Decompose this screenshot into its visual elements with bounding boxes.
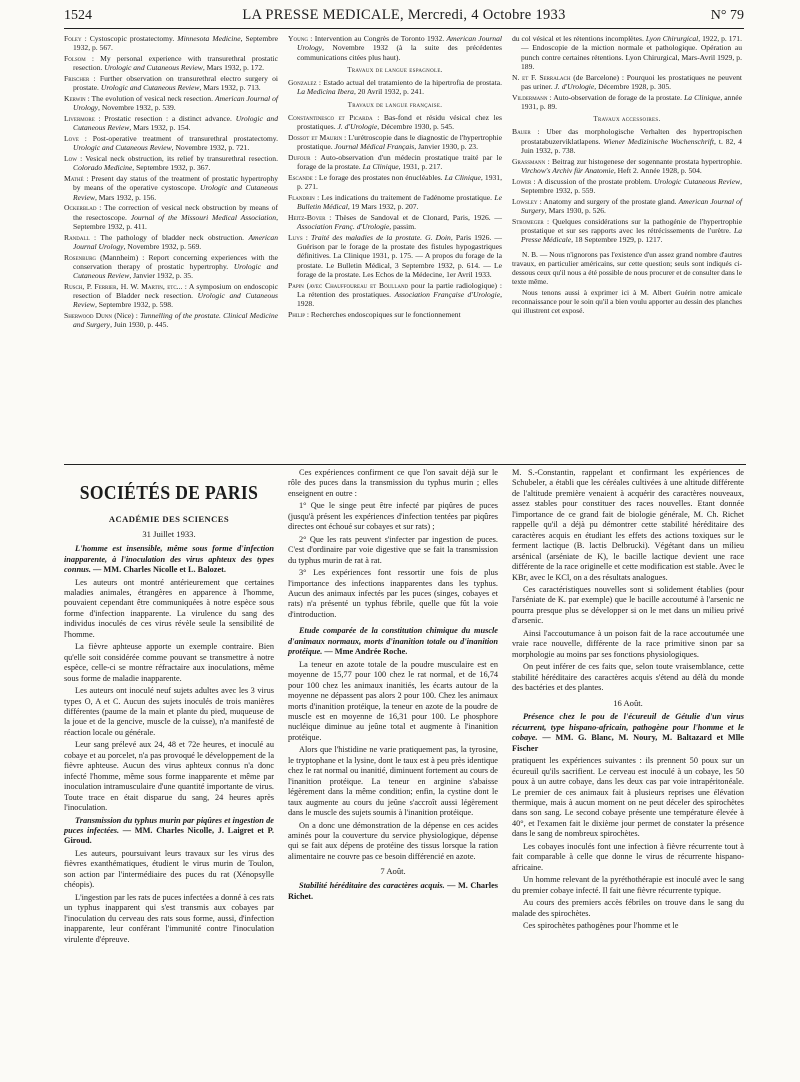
bib-author: Sherwood Dunn [64,311,113,320]
section-heading: Travaux de langue espagnole. [347,66,443,74]
bib-tail: , année 1931, p. 89. [521,92,742,111]
societies-column-2 [288,468,498,904]
bib-tail: , Septembre 1932, p. 559. [521,176,742,195]
paragraph: Les auteurs, poursuivant leurs travaux sur les virus des fièvres exanthématiques, étudient le virus murin de Toulon, son action par l'intermédiaire des puces du rat (Xénopsylle chéopis). [64,848,274,890]
bib-source: Wiener Medizinische Wochenschrift [603,136,715,146]
bibliography-entry [64,54,278,73]
section-heading: Travaux de langue française. [347,101,443,109]
bib-tail: , 18 Septembre 1929, p. 1217. [571,235,663,245]
bib-tail: , Septembre 1932, p. 411. [73,212,279,231]
bibliography-entry [288,233,502,279]
bibliography-entry [64,114,278,133]
bib-tail: , Novembre 1932, p. 569. [123,241,202,251]
article-authors: — MM. Charles Nicolle, J. Laigret et P. Giroud. [64,826,274,846]
societies-column-3 [512,468,744,933]
bib-author: Young [288,34,308,43]
paragraph: pratiquent les expériences suivantes : ils prennent 50 poux sur un écureuil qu'ils sacrifient. Le cerveau est inoculé à un cobaye, les 50 poux à un autre cobaye, dans les deux cas par voie intrapéritonéale. Le premier de ces animaux fait à plusieurs reprises une élévation thermique, mais à aucun moment on ne peut déceler des spirochètes dans son sang. Le second cobaye présente une température élevée à 40°, et l'examen fait le dixième jour permet de constater la présence dans le sang de nombreux spirochètes. [512,756,744,839]
bib-text: (de Barcelone) : Pourquoi les prostatiques ne peuvent pas uriner. [521,72,742,91]
note-paragraph: Nous tenons aussi à exprimer ici à M. Albert Guérin notre amicale reconnaissance pour le soin qu'il a bien voulu apporter au dessin des planches qui illustrent cet exposé. [512,288,742,316]
bib-text: : Cystoscopic prostatectomy. [81,34,178,43]
bib-author: Livermore [64,114,95,123]
bib-author: Ockerblad [64,203,97,213]
bib-author: Constantinesco et Picarda [288,112,373,122]
article-title: L'homme est insensible, même sous forme d'infection inapparente, à l'inoculation des virus aphteux des types connus. [64,544,274,575]
bibliography-entry [512,217,742,245]
bib-author: Love [64,134,79,143]
bibliography-entry [64,311,278,330]
bib-tail: , Heft 2. Année 1928, p. 504. [613,165,702,175]
bib-source: Colorado Medicine [73,163,133,173]
section-divider [64,464,746,465]
bibliography-entry [512,127,742,155]
bibliography-entry [288,193,502,212]
bib-text: : Present day status of the treatment of prostatic hypertrophy by means of the operative cystoscope. [73,174,278,193]
bib-tail: , Mars 1932, p. 156. [94,192,157,202]
paragraph: 2° Que les rats peuvent s'infecter par ingestion de puces. C'est d'ordinaire par voie digestive que se fait la transmission du typhus murin de rat à rat. [288,534,498,565]
paragraph: Un homme relevant de la pyréthothérapie est inoculé avec le sang du premier cobaye infecté. Il fait une fièvre récurrente typique. [512,875,744,895]
bib-source: Virchow's Archiv für Anatomie [521,165,614,175]
bib-text: : Beitrag zur histogenese der sogennante prostata hypertrophie. [545,156,742,166]
bib-author: Escande [288,172,313,182]
bib-text: : Prostatic resection : a distinct advance. [94,114,236,123]
bib-source: Urologic and Cutaneous Review [73,261,278,280]
bib-author: Luys [288,232,303,242]
bib-text: (Mannheim) : Report concerning experiences with the conservation therapy of prostatic hypertrophy. [73,252,278,271]
bib-tail: , 1931, p. 217. [398,162,443,172]
bib-source: Urologic and Cutaneous Review [104,63,203,73]
bib-source: J. d'Urologie [554,81,595,91]
bib-source: La Clinique [684,92,721,102]
bib-text: : Quelques considérations sur la pathogénie de l'hypertrophie prostatique et sur ses rapports avec les rétrécissements de l'urètre. [521,216,742,235]
bibliography-entry [64,174,278,202]
bibliography-entry [288,153,502,172]
bibliography-entry [288,173,502,192]
bib-source: Journal Médical Français [334,142,415,152]
bib-tail: , Mars 1932, p. 154. [129,123,191,133]
bib-text: pour la partie radiologique) : La rétention des prostatiques. [297,280,502,299]
bib-text: : Intervention au Congrès de Toronto 1932. [307,34,447,43]
bib-tail: , Septembre 1932, p. 367. [132,163,211,173]
article-title: Stabilité héréditaire des caractères acquis. [299,881,445,891]
bibliography-entry [64,154,278,173]
bib-tail: , 1922, p. 171. — Endoscopie de la miction normale et pathologique. Opération au punch contre certaines rétentions. Lyon Chirurgical, Mars-Avril 1929, p. 189. [521,34,742,71]
bibliography-column-3 [512,34,742,318]
bib-source: Association Franç. d'Urologie [297,222,390,232]
bib-tail: , Janvier 1932, p. 35. [129,271,194,280]
bib-tail: , passim. [389,222,417,232]
bib-text: : Recherches endoscopiques sur le fonctionnement [305,309,461,319]
bib-author: Dossot et Maurin [288,132,343,142]
bib-source: Lyon Chirurgical [645,34,699,43]
bib-author: Heitz-Boyer [288,212,326,222]
bib-source: Tunnelling of the prostate. Clinical Medicine and Surgery [73,311,278,330]
bib-tail: , 19 Mars 1932, p. 207. [347,202,419,212]
societies-title: SOCIÉTÉS DE PARIS [79,483,259,504]
page-header [64,6,744,29]
paragraph: Ces caractéristiques nouvelles sont si solidement établies (pour l'arséniate de K. par exemple) que le bacille accoutumé à l'arsenic ne pourra presque plus se développer si on le met dans un milieu privé d'arsenic. [512,584,744,626]
bib-author: Mathé [64,174,84,183]
bibliography-column-1 [64,34,278,331]
bib-tail: , Mars 1932, p. 172. [202,63,265,73]
bib-source: Journal of the Missouri Medical Association [130,212,277,222]
paragraph: On a donc une démonstration de la dépense en ces acides aminés pour la couverture du service physiologique, dépense qui se fait aux dépens de protéine des tissus lorsque la ration alimentaire ne couvre pas ce besoin différencié en azote. [288,820,498,861]
bibliography-entry [64,74,278,93]
bib-author: Lower [512,176,532,186]
bibliography-entry [512,34,742,71]
bib-source: Le Bulletin Médical [297,192,502,212]
bib-text: : Thèses de Sandoval et de Clonard, Paris, 1926. — [325,212,502,222]
bibliography-entry [288,34,502,62]
bib-source: Urologic and Cutaneous Review [73,291,278,310]
bib-source: American Journal of Surgery [521,196,742,215]
bib-author: Vildermann [512,92,548,102]
bib-text: : The pathology of bladder neck obstruction. [89,232,249,242]
article-title: Transmission du typhus murin par piqûres et ingestion de puces infectées. [64,815,274,835]
bib-text: : Further observation on transurethral electro surgery oi prostate. [73,74,278,93]
bibliography-entry [288,113,502,132]
journal-title: LA PRESSE MEDICALE, Mercredi, 4 Octobre 1933 [242,7,566,23]
bib-text: : A symposium on endoscopic resection of Bladder neck resection. [73,281,278,300]
bib-text: : Auto-observation de forage de la prostate. [547,92,685,102]
session-date: 31 Juillet 1933. [142,529,196,540]
bib-source: Urologic and Cutaneous Review [100,83,200,93]
paragraph: 3° Les expériences font ressortir une fois de plus l'importance des infections inapparentes dans les typhus. Aucun des animaux infectés par les puces (singes, cobayes et rats) n'a présenté un typhus fébrile, quelle que fût la voie d'introduction. [288,568,498,619]
bib-source: La Presse Médicale [521,225,742,245]
bib-text: : A discussion of the prostate problem. [531,176,655,186]
bib-tail: , Décembre 1930, p. 545. [377,122,454,132]
bib-tail: , Paris 1926. — Guérison par le forage de la prostate des fistules hypogastriques définitives. La Clinique 1931, p. 175. — A propos du forage de la prostate. Le Bulletin Médical, 3 Septembre 1932, p. 614. — Le forage de la prostate. Les Echos de la Médecine, 1er Avril 1933. [297,232,502,279]
bib-author: Flandrin [288,192,315,202]
bib-text: : The correction of vesical neck obstruction by means of the resectoscope. [73,203,278,222]
bib-tail: , Juin 1930, p. 445. [110,320,169,330]
bib-author: Bauer [512,127,531,137]
article-authors: — MM. G. Blanc, M. Noury, M. Baltazard et Mlle Fischer [512,733,744,753]
bib-text: : Estado actual del tratamiento de la hipertrofia de prostata. [316,78,502,88]
paragraph: Les cobayes inoculés font une infection à fièvre récurrente tout à fait comparable à celle que donne le virus de récurrente hispano-africaine. [512,841,744,872]
bib-author: Frischer [64,74,90,83]
paragraph: L'ingestion par les rats de puces infectées a donné à ces rats un typhus inapparent qui s'est transmis aux cobayes par l'inoculation du cerveau des rats sous forme, aussi, d'infection inapparente, leur conférant l'immunité contre l'inoculation virulente d'épreuve. [64,892,274,944]
bib-text: : L'urétroscopie dans le diagnostic de l'hypertrophie prostatique. [297,132,502,152]
bib-author: Rosenburg [64,252,97,262]
bib-text: : My personal experience with transurethral prostatic resection. [73,54,278,73]
article-authors: — Mme Andrée Roche. [322,647,408,657]
bibliography-entry [64,134,278,153]
bib-text: du col vésical et les rétentions incomplètes. [512,34,646,43]
bib-author: Kerwin [64,94,86,103]
bib-text: : Post-operative treatment of transurethral prostatectomy. [78,134,278,143]
paragraph: Ainsi l'accoutumance à un poison fait de la race accoutumée une vraie race nouvelle, différente de la race primitive sinon par sa morphologie au moins par ses fonctions physiologiques. [512,628,744,659]
article-title: Présence chez le pou de l'écureuil de Gétulie d'un virus récurrent, type hispano-africain, pathogène pour l'homme et le cobaye. [512,712,744,743]
bib-author: Gonzalez [288,78,317,88]
bibliography-entry [288,281,502,309]
bibliography-entry [64,233,278,252]
bib-source: Minnesota Medicine [177,34,241,43]
societies-column-1 [64,468,274,947]
paragraph: Au cours des premiers accès fébriles on trouve dans le sang du malade des spirochètes. [512,898,744,918]
bib-tail: , Septembre 1932, p. 598. [94,300,173,310]
bib-text: : Auto-observation d'un médecin prostatique traité par le forage de la prostate. [297,152,502,172]
paragraph: Ces spirochètes pathogènes pour l'homme et le [523,920,679,930]
bib-author: Philip [288,309,305,319]
bib-author: Foley [64,34,82,43]
bib-source: American Journal of Urology [73,94,279,113]
bibliography-entry [512,177,742,196]
bib-tail: , Septembre 1932, p. 567. [73,34,278,53]
bib-author: Lowsley [512,196,538,206]
bibliography-entry [288,213,502,232]
paragraph: On peut inférer de ces faits que, selon toute vraisemblance, cette stabilité héréditaire des caractères acquis s'étend au délà du monde des bactéries et des plantes. [512,662,744,693]
paragraph: La teneur en azote totale de la poudre musculaire est en moyenne de 15,77 pour 100 chez le rat normal, et de 16,74 pour 100 chez les animaux inanitiés, les écarts autour de la moyenne ne dépassent pas alors 2 pour 100. Chez les animaux morts d'inanition protéique, la teneur en azote de la poudre de muscle est en moyenne de 16,31 pour 100. Le phosphore nucléique diminue au jeûne total et augmente à l'inanition protéique. [288,659,498,742]
bib-source: La Clinique [362,162,399,172]
bib-author: Folsom [64,54,86,63]
bib-author: Grassmann [512,156,546,166]
bib-tail: , 20 Avril 1932, p. 241. [353,87,425,97]
note-paragraph: N. B. — Nous n'ignorons pas l'existence d'un assez grand nombre d'autres travaux, en particulier américains, sur cette question; seuls sont indiqués ci-dessous ceux qu'il nous a été possible de nous procurer et de consulter dans le texte même. [512,250,742,287]
bib-text: : Bas-fond et résidu vésical chez les prostatiques. [297,112,502,132]
bib-source: Urologic Cutaneous Review [654,176,741,186]
paragraph: M. S.-Constantin, rappelant et confirmant les expériences de Schubeler, a établi que les céréales cultivées à une altitude différente de l'altitude première venaient à acquérir des caractères nouveaux, assez stables pour constituer des races nouvelles. Etant donnée l'importance de ce grand fait de biologie générale, M. Ch. Richet rappelle qu'il a déjà pu démontrer cette stabilité héréditaire des caractères acquis en étudiant les effets des actions toxiques sur le ferment lactique (B. lactis Delbrucki). Végétant dans un milieu arsénical (arséniate de K), le bacille lactique devient une race différente de la race originelle et cette modification est stable. Avec le KBr, avec le KCl, on a des résultats analogues. [512,468,744,582]
bib-author: N. et F. Serralach [512,72,571,82]
bib-source: American Journal Urology [73,232,278,251]
bib-text: : Le forage des prostates non énucléables. [312,172,445,182]
bib-tail: , Mars 1932, p. 713. [199,83,261,93]
paragraph: Leur sang prélevé aux 24, 48 et 72e heures, et inoculé au cobaye et au porcelet, n'a pas provoqué le développement de la fièvre aphteuse. Aucun des virus aphteux connus n'a donc infecté l'homme, même sous forme inapparente et même par inoculation intramusculaire d'une quantité importante de virus. Toute trace en était disparue du sang, 24 heures après l'inoculation. [64,740,274,813]
bibliography-entry [64,203,278,231]
section-heading: Travaux accessoires. [593,116,661,123]
bib-author: Papin (avec Chauffoureau et Boulland [288,280,409,290]
bibliography-entry [64,94,278,113]
paragraph: Ces expériences confirment ce que l'on savait déjà sur le rôle des puces dans la transmission du typhus murin ; elles enseignent en outre : [288,468,498,498]
bib-source: J. d'Urologie [337,122,378,132]
bib-author: Rusch, P. Ferrier, H. W. Martin, etc... [64,281,183,291]
bib-source: Urologic and Cutaneous Review [73,143,172,153]
bib-text: : Uber das morphologische Verhalten des hypertropischen prostatabuzerviklatlapens. [521,127,742,146]
bib-author: Randall [64,232,90,242]
bibliography-column-2 [288,34,502,321]
bib-source: Traité des maladies de la prostate. G. Doin [311,232,451,242]
article-title: Etude comparée de la constitution chimique du muscle d'animaux normaux, morts d'inanition totale ou d'inanition protéique. [288,626,498,657]
bib-text: : The evolution of vesical neck resection. [85,94,215,103]
bib-author: Dufour [288,152,311,162]
bibliography-entry [512,93,742,112]
bib-text: (Nice) : [112,311,141,320]
paragraph: Les auteurs ont inoculé neuf sujets adultes avec les 3 virus types O, A et C. Aucun des sujets inoculés de trois manières différentes (paume de la main et plante du pied, muqueuse de la joue et de la gencive, muscle de la cuisse), n'a manifesté de réaction locale ou générale. [64,686,274,737]
article-authors: — M. Charles Richet. [288,881,498,901]
bibliography-entry [64,34,278,53]
bibliography-entry [512,197,742,216]
bib-text: : Anatomy and surgery of the prostate gland. [537,196,679,206]
bibliography-entry [288,310,502,319]
bibliography-entry [64,282,278,310]
bib-text: : [302,232,312,242]
author-note [512,250,742,315]
bib-text: : Les indications du traitement de l'adénome prostatique. [314,192,495,202]
bibliography-entry [288,133,502,152]
bib-source: Urologic and Cutaneous Review [73,114,278,133]
bib-source: Association Française d'Urologie [394,289,501,299]
session-date: 7 Août. [380,866,406,877]
bib-tail: , Décembre 1928, p. 305. [594,81,672,91]
bib-source: Urologic and Cutaneous Review [73,183,278,202]
bib-tail: , Novembre 1932 (à la suite des précédentes communications citées plus haut). [297,43,502,62]
paragraph: 1° Que le singe peut être infecté par piqûres de puces (jusqu'à présent les expériences d'infection tentées par piqûres directes ont échoué sur cobayes et sur rats) ; [288,501,498,532]
bib-tail: , Janvier 1930, p. 23. [414,142,478,152]
bib-text: : Vesical neck obstruction, its relief by transurethral resection. [76,154,278,163]
bib-tail: , Mars 1930, p. 526. [544,205,606,215]
paragraph: Les auteurs ont montré antérieurement que certaines maladies animales, étrangères en apparence à l'homme, pouvaient cependant être communiquées à notre espèce sous forme d'infection inapparente. La virulence du sang des individus inoculés de ces virus révèle seule la sensibilité de l'homme. [64,577,274,639]
bibliography-entry [288,78,502,97]
paragraph: Alors que l'histidine ne varie pratiquement pas, la tyrosine, le tryptophane et la lysine, dont le taux est à peu près identique chez le rat normal ou inanitié, diminuent fortement au cours de l'inanition protéique. La teneur en arginine s'abaisse légèrement dans la même condition; enfin, la cystine dont le taux augmente au cours du jeûne s'accroît aussi légèrement dans le muscle des sujets soumis à l'inanition protéique. [288,745,498,818]
bib-tail: , Novembre 1932, p. 539. [98,103,176,113]
bib-tail: , Novembre 1932, p. 721. [171,143,250,153]
bibliography-entry [64,253,278,281]
bib-author: Stromeger [512,216,544,226]
bib-author: Low [64,154,77,163]
paragraph: La fièvre aphteuse apporte un exemple contraire. Bien qu'elle soit considérée comme pouvant se transmettre à notre espèce, celle-ci se montre réfractaire aux inoculations, même sous forme de maladie inapparente. [64,642,274,683]
bib-source: La Medicina Ibera [297,87,354,97]
session-date: 16 Août. [613,697,643,708]
academy-heading: ACADÉMIE DES SCIENCES [108,513,230,524]
bibliography-entry [512,157,742,176]
article-authors: — MM. Charles Nicolle et L. Balozet. [90,565,227,575]
issue-number: N° 79 [710,8,744,23]
bib-source: La Clinique [444,172,481,182]
page-number: 1524 [64,8,92,23]
bib-tail: , t. 82, 4 Juin 1932, p. 738. [521,136,742,155]
bib-source: American Journal Urology [297,34,502,53]
bib-tail: , 1931, p. 271. [297,172,502,192]
bib-tail: , 1928. [297,289,502,309]
bibliography-entry [512,73,742,92]
